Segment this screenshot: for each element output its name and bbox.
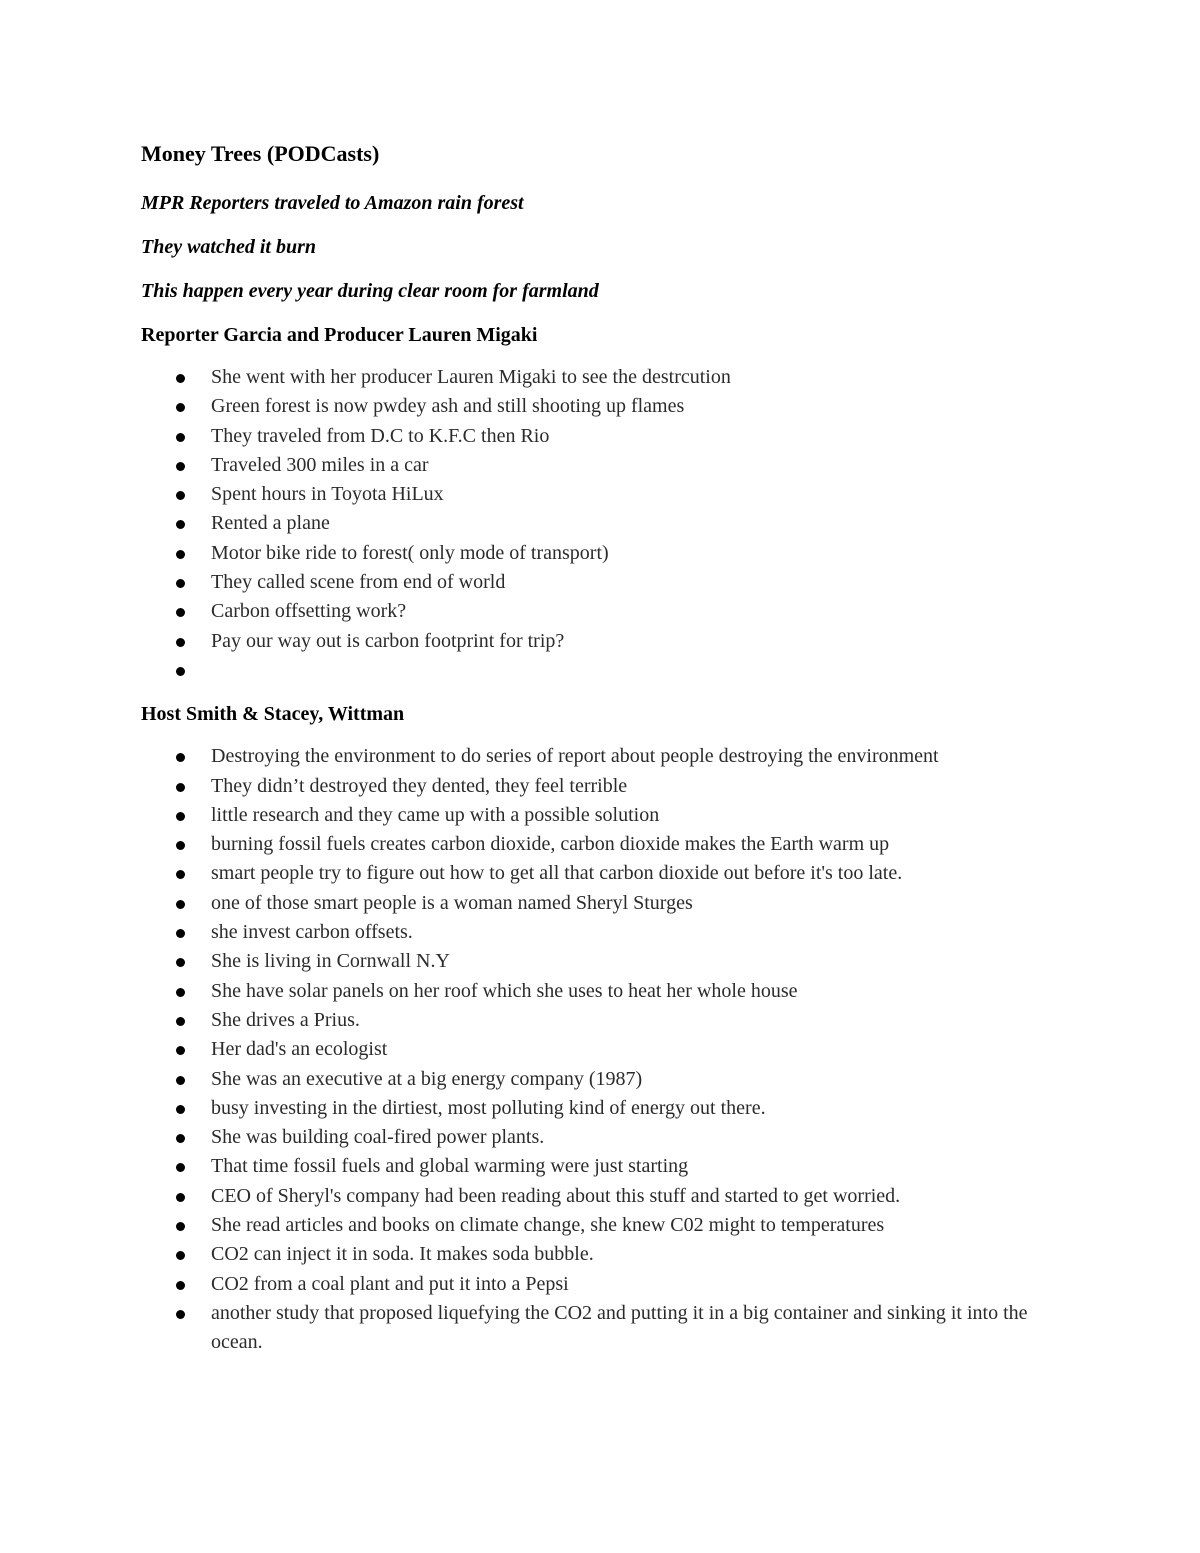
list-item-text: one of those smart people is a woman named Sheryl Sturges bbox=[211, 891, 693, 914]
list-item bbox=[141, 801, 1041, 830]
list-item-text: CEO of Sheryl's company had been reading about this stuff and started to get worried. bbox=[211, 1184, 901, 1207]
bullet-icon bbox=[176, 550, 185, 559]
bullet-icon bbox=[176, 870, 185, 879]
list-item bbox=[141, 1299, 1041, 1358]
bullet-icon bbox=[176, 900, 185, 909]
list-item-text: She drives a Prius. bbox=[211, 1008, 360, 1031]
section-heading-hosts: Host Smith & Stacey, Wittman bbox=[141, 703, 405, 726]
list-item bbox=[141, 480, 1041, 509]
list-item-text: smart people try to figure out how to get all that carbon dioxide out before it's too late. bbox=[211, 862, 903, 885]
list-item-text: CO2 from a coal plant and put it into a Pepsi bbox=[211, 1272, 569, 1295]
list-item-text: she invest carbon offsets. bbox=[211, 921, 413, 944]
list-item-text: That time fossil fuels and global warming were just starting bbox=[211, 1155, 689, 1178]
bullet-icon bbox=[176, 1076, 185, 1085]
bullet-icon bbox=[176, 462, 185, 471]
list-item bbox=[141, 1270, 1041, 1299]
list-item-text: little research and they came up with a possible solution bbox=[211, 803, 660, 826]
bullet-icon bbox=[176, 988, 185, 997]
list-item-text: CO2 can inject it in soda. It makes soda bubble. bbox=[211, 1243, 594, 1266]
list-item bbox=[141, 1152, 1041, 1181]
list-item bbox=[141, 889, 1041, 918]
bullet-list-hosts bbox=[141, 742, 1041, 1357]
list-item bbox=[141, 1182, 1041, 1211]
list-item bbox=[141, 1123, 1041, 1152]
intro-line: This happen every year during clear room for farmland bbox=[141, 280, 599, 302]
list-item-text: They didn’t destroyed they dented, they feel terrible bbox=[211, 774, 628, 797]
list-item bbox=[141, 772, 1041, 801]
bullet-icon bbox=[176, 1163, 185, 1172]
list-item bbox=[141, 1240, 1041, 1269]
list-item-text: Motor bike ride to forest( only mode of transport) bbox=[211, 541, 609, 564]
list-item bbox=[141, 742, 1041, 771]
bullet-icon bbox=[176, 1281, 185, 1290]
list-item-text: She have solar panels on her roof which she uses to heat her whole house bbox=[211, 979, 798, 1002]
list-item bbox=[141, 1065, 1041, 1094]
bullet-icon bbox=[176, 403, 185, 412]
bullet-icon bbox=[176, 1193, 185, 1202]
bullet-icon bbox=[176, 1251, 185, 1260]
intro-line: They watched it burn bbox=[141, 236, 317, 258]
list-item bbox=[141, 363, 1041, 392]
list-item-text: She is living in Cornwall N.Y bbox=[211, 950, 450, 973]
list-item bbox=[141, 1094, 1041, 1123]
bullet-icon bbox=[176, 1017, 185, 1026]
bullet-icon bbox=[176, 929, 185, 938]
list-item bbox=[141, 1211, 1041, 1240]
list-item-text: Her dad's an ecologist bbox=[211, 1038, 388, 1061]
list-item-text: another study that proposed liquefying the CO2 and putting it in a big container and sinking it into the ocean. bbox=[211, 1301, 1028, 1354]
bullet-icon bbox=[176, 608, 185, 617]
list-item-text: She was an executive at a big energy company (1987) bbox=[211, 1067, 643, 1090]
list-item bbox=[141, 977, 1041, 1006]
document-title: Money Trees (PODCasts) bbox=[141, 141, 380, 166]
bullet-icon bbox=[176, 667, 185, 676]
bullet-list-reporter bbox=[141, 363, 1041, 685]
list-item-text: She was building coal-fired power plants. bbox=[211, 1126, 545, 1149]
list-item bbox=[141, 1006, 1041, 1035]
list-item-text: Pay our way out is carbon footprint for trip? bbox=[211, 629, 565, 652]
intro-line: MPR Reporters traveled to Amazon rain forest bbox=[141, 192, 524, 214]
list-item-text: They called scene from end of world bbox=[211, 571, 506, 594]
list-item bbox=[141, 627, 1041, 656]
bullet-icon bbox=[176, 1222, 185, 1231]
list-item bbox=[141, 597, 1041, 626]
bullet-icon bbox=[176, 433, 185, 442]
list-item-text: Green forest is now pwdey ash and still shooting up flames bbox=[211, 395, 685, 418]
list-item-text: They traveled from D.C to K.F.C then Rio bbox=[211, 424, 550, 447]
bullet-icon bbox=[176, 753, 185, 762]
list-item bbox=[141, 422, 1041, 451]
bullet-icon bbox=[176, 1046, 185, 1055]
bullet-icon bbox=[176, 638, 185, 647]
bullet-icon bbox=[176, 491, 185, 500]
bullet-icon bbox=[176, 579, 185, 588]
list-item-text: Spent hours in Toyota HiLux bbox=[211, 483, 444, 506]
bullet-icon bbox=[176, 1134, 185, 1143]
list-item bbox=[141, 451, 1041, 480]
bullet-icon bbox=[176, 783, 185, 792]
document-body bbox=[141, 138, 1041, 1366]
list-item-text: Carbon offsetting work? bbox=[211, 600, 407, 623]
bullet-icon bbox=[176, 841, 185, 850]
list-item bbox=[141, 392, 1041, 421]
bullet-icon bbox=[176, 1105, 185, 1114]
list-item bbox=[141, 947, 1041, 976]
list-item bbox=[141, 859, 1041, 888]
list-item-text: She read articles and books on climate change, she knew C02 might to temperatures bbox=[211, 1214, 885, 1237]
bullet-icon bbox=[176, 958, 185, 967]
list-item-text: burning fossil fuels creates carbon dioxide, carbon dioxide makes the Earth warm up bbox=[211, 833, 890, 856]
list-item bbox=[141, 830, 1041, 859]
list-item bbox=[141, 1035, 1041, 1064]
list-item-text: She went with her producer Lauren Migaki to see the destrcution bbox=[211, 366, 731, 388]
list-item bbox=[141, 539, 1041, 568]
bullet-icon bbox=[176, 374, 185, 383]
bullet-icon bbox=[176, 520, 185, 529]
section-heading-reporter: Reporter Garcia and Producer Lauren Migaki bbox=[141, 324, 538, 346]
list-item-empty bbox=[141, 656, 1041, 685]
list-item-text: busy investing in the dirtiest, most polluting kind of energy out there. bbox=[211, 1096, 766, 1119]
list-item bbox=[141, 568, 1041, 597]
list-item bbox=[141, 509, 1041, 538]
bullet-icon bbox=[176, 812, 185, 821]
list-item bbox=[141, 918, 1041, 947]
list-item-text: Destroying the environment to do series of report about people destroying the environment bbox=[211, 745, 939, 768]
bullet-icon bbox=[176, 1310, 185, 1319]
list-item-text: Traveled 300 miles in a car bbox=[211, 453, 429, 476]
list-item-text: Rented a plane bbox=[211, 512, 330, 535]
